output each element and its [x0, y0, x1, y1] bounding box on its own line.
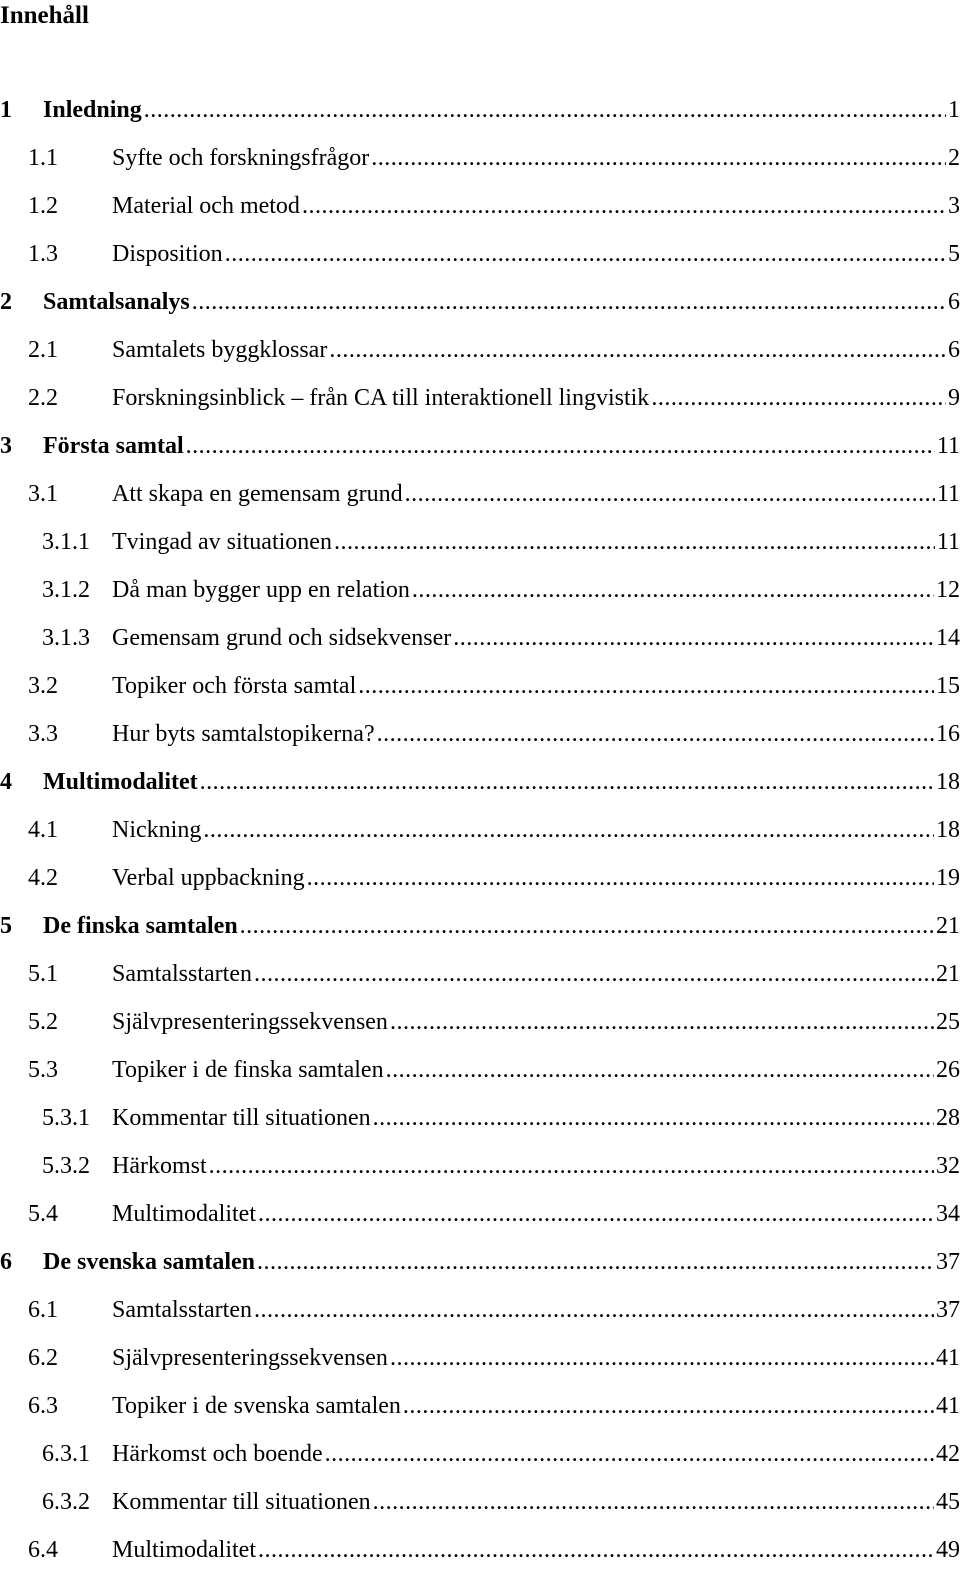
- toc-entry-label: Forskningsinblick – från CA till interaktionell lingvistik: [112, 385, 650, 411]
- toc-entry-label: De svenska samtalen: [43, 1249, 256, 1275]
- toc-entry-line: [43, 278, 960, 326]
- toc-entry-number: 6.4: [28, 1537, 58, 1563]
- toc-entry-page-number: 49: [936, 1537, 960, 1563]
- toc-entry[interactable]: [0, 998, 960, 1046]
- toc-entry[interactable]: [0, 1478, 960, 1526]
- toc-entry-label: Första samtal: [43, 433, 184, 459]
- toc-entry-page-number: 37: [936, 1249, 960, 1275]
- toc-entry-number: 1.2: [28, 193, 58, 219]
- toc-entry-label: Verbal uppbackning: [112, 865, 305, 891]
- toc-entry-line: [112, 998, 960, 1046]
- dot-leader: [405, 470, 935, 518]
- toc-entry-number: 3.1.3: [42, 625, 90, 651]
- toc-entry-page-number: 14: [936, 625, 960, 651]
- toc-entry-page-number: 32: [936, 1153, 960, 1179]
- toc-entry-number: 3.3: [28, 721, 58, 747]
- toc-entry[interactable]: [0, 1142, 960, 1190]
- toc-entry-number: 4: [0, 769, 12, 795]
- toc-entry-label: Multimodalitet: [112, 1537, 256, 1563]
- toc-entry-line: [112, 182, 960, 230]
- toc-entry-label: Samtalsanalys: [43, 289, 190, 315]
- toc-entry-page-number: 6: [948, 289, 960, 315]
- dot-leader: [373, 1478, 934, 1526]
- toc-entry-line: [112, 1190, 960, 1238]
- toc-entry-page-number: 6: [948, 337, 960, 363]
- toc-entry-label: Nickning: [112, 817, 202, 843]
- toc-entry-line: [112, 614, 960, 662]
- dot-leader: [203, 806, 934, 854]
- toc-entry[interactable]: [0, 902, 960, 950]
- toc-entry-line: [112, 230, 960, 278]
- toc-entry-line: [112, 374, 960, 422]
- toc-entry-page-number: 2: [948, 145, 960, 171]
- toc-entry-number: 3: [0, 433, 12, 459]
- toc-entry-label: Självpresenteringssekvensen: [112, 1009, 388, 1035]
- toc-entry-label: Syfte och forskningsfrågor: [112, 145, 370, 171]
- dot-leader: [329, 326, 946, 374]
- toc-entry-page-number: 9: [948, 385, 960, 411]
- toc-entry[interactable]: [0, 854, 960, 902]
- toc-entry-page-number: 12: [936, 577, 960, 603]
- toc-entry-label: Att skapa en gemensam grund: [112, 481, 403, 507]
- toc-entry-line: [112, 1382, 960, 1430]
- toc-entry[interactable]: [0, 470, 960, 518]
- toc-entry-label: Självpresenteringssekvensen: [112, 1345, 388, 1371]
- toc-entry-page-number: 18: [936, 769, 960, 795]
- toc-entry-number: 6.3.1: [42, 1441, 90, 1467]
- toc-entry-number: 3.1: [28, 481, 58, 507]
- dot-leader: [258, 1190, 934, 1238]
- toc-entry-number: 5: [0, 913, 12, 939]
- toc-entry-number: 2: [0, 289, 12, 315]
- toc-entry-line: [112, 1094, 960, 1142]
- toc-entry-line: [112, 710, 960, 758]
- toc-entry[interactable]: [0, 806, 960, 854]
- toc-entry-page-number: 45: [936, 1489, 960, 1515]
- toc-entry-page-number: 3: [948, 193, 960, 219]
- dot-leader: [358, 662, 934, 710]
- toc-entry-line: [43, 902, 960, 950]
- toc-entry[interactable]: [0, 614, 960, 662]
- toc-entry-label: Multimodalitet: [112, 1201, 256, 1227]
- toc-entry[interactable]: [0, 422, 960, 470]
- dot-leader: [651, 374, 946, 422]
- toc-entry-page-number: 34: [936, 1201, 960, 1227]
- toc-entry[interactable]: [0, 710, 960, 758]
- toc-entry[interactable]: [0, 374, 960, 422]
- toc-entry-number: 6.3: [28, 1393, 58, 1419]
- toc-entry-number: 6.3.2: [42, 1489, 90, 1515]
- toc-entry-line: [43, 1238, 960, 1286]
- toc-entry-page-number: 26: [936, 1057, 960, 1083]
- toc-entry-line: [112, 1046, 960, 1094]
- toc-entry-line: [43, 758, 960, 806]
- toc-entry-page-number: 18: [936, 817, 960, 843]
- toc-entry-line: [112, 326, 960, 374]
- dot-leader: [403, 1382, 934, 1430]
- toc-entry-label: Härkomst: [112, 1153, 207, 1179]
- toc-entry-line: [112, 662, 960, 710]
- toc-entry-line: [112, 566, 960, 614]
- toc-entry-label: Inledning: [43, 97, 142, 123]
- toc-entry-page-number: 21: [936, 913, 960, 939]
- toc-entry[interactable]: [0, 1046, 960, 1094]
- toc-entry-number: 5.3.2: [42, 1153, 90, 1179]
- toc-entry-page-number: 15: [936, 673, 960, 699]
- dot-leader: [371, 134, 946, 182]
- dot-leader: [209, 1142, 934, 1190]
- toc-entry-page-number: 1: [948, 97, 960, 123]
- toc-entry[interactable]: [0, 662, 960, 710]
- dot-leader: [225, 230, 946, 278]
- toc-entry-label: Material och metod: [112, 193, 300, 219]
- toc-entry-label: Topiker i de svenska samtalen: [112, 1393, 401, 1419]
- toc-entry-number: 5.2: [28, 1009, 58, 1035]
- toc-entry-line: [112, 1142, 960, 1190]
- toc-entry-number: 6: [0, 1249, 12, 1275]
- toc-entry-number: 5.3: [28, 1057, 58, 1083]
- toc-entry-number: 5.4: [28, 1201, 58, 1227]
- dot-leader: [257, 1238, 934, 1286]
- toc-entry-line: [112, 134, 960, 182]
- toc-title: Innehåll: [0, 2, 89, 29]
- dot-leader: [334, 518, 935, 566]
- toc-entry-line: [112, 470, 960, 518]
- toc-entry-page-number: 11: [936, 481, 960, 507]
- toc-entry-page-number: 42: [936, 1441, 960, 1467]
- toc-entry[interactable]: [0, 1238, 960, 1286]
- toc-entry[interactable]: [0, 1334, 960, 1382]
- toc-entry-line: [112, 854, 960, 902]
- toc-entry-line: [112, 1526, 960, 1574]
- toc-entry-number: 3.2: [28, 673, 58, 699]
- toc-entry-number: 1.1: [28, 145, 58, 171]
- toc-entry-number: 6.2: [28, 1345, 58, 1371]
- dot-leader: [307, 854, 934, 902]
- toc-entry[interactable]: [0, 1382, 960, 1430]
- toc-entry-label: Tvingad av situationen: [112, 529, 332, 555]
- toc-entry-number: 3.1.2: [42, 577, 90, 603]
- toc-entry-number: 2.1: [28, 337, 58, 363]
- toc-entry-line: [112, 1286, 960, 1334]
- toc-entry-label: De finska samtalen: [43, 913, 238, 939]
- toc-entry[interactable]: [0, 182, 960, 230]
- toc-entry-label: Hur byts samtalstopikerna?: [112, 721, 375, 747]
- toc-entry-label: Samtalsstarten: [112, 1297, 252, 1323]
- toc-entry-page-number: 41: [936, 1345, 960, 1371]
- dot-leader: [200, 758, 934, 806]
- toc-entry-line: [43, 86, 960, 134]
- toc-entry-page-number: 19: [936, 865, 960, 891]
- toc-entry-page-number: 37: [936, 1297, 960, 1323]
- toc-entry-line: [43, 422, 960, 470]
- toc-entry[interactable]: [0, 230, 960, 278]
- toc-entry[interactable]: [0, 278, 960, 326]
- toc-entry-page-number: 5: [948, 241, 960, 267]
- toc-entry[interactable]: [0, 1286, 960, 1334]
- dot-leader: [377, 710, 934, 758]
- toc-entry-number: 2.2: [28, 385, 58, 411]
- dot-leader: [186, 422, 935, 470]
- toc-entry-page-number: 21: [936, 961, 960, 987]
- toc-entry-line: [112, 1430, 960, 1478]
- toc-entry[interactable]: [0, 86, 960, 134]
- toc-entry-label: Multimodalitet: [43, 769, 198, 795]
- dot-leader: [453, 614, 934, 662]
- toc-entry-number: 3.1.1: [42, 529, 90, 555]
- toc-entry-label: Härkomst och boende: [112, 1441, 323, 1467]
- toc-entry-number: 5.3.1: [42, 1105, 90, 1131]
- dot-leader: [412, 566, 934, 614]
- toc-entry-line: [112, 806, 960, 854]
- toc-entry[interactable]: [0, 1430, 960, 1478]
- toc-entry-number: 1.3: [28, 241, 58, 267]
- toc-entry-number: 4.1: [28, 817, 58, 843]
- toc-list: [0, 86, 960, 1574]
- toc-entry-label: Disposition: [112, 241, 223, 267]
- dot-leader: [302, 182, 946, 230]
- toc-entry[interactable]: [0, 1190, 960, 1238]
- toc-entry-label: Topiker i de finska samtalen: [112, 1057, 384, 1083]
- dot-leader: [144, 86, 946, 134]
- toc-entry-line: [112, 1334, 960, 1382]
- toc-entry-line: [112, 1478, 960, 1526]
- dot-leader: [258, 1526, 934, 1574]
- dot-leader: [373, 1094, 934, 1142]
- toc-entry[interactable]: [0, 566, 960, 614]
- toc-entry-page-number: 28: [936, 1105, 960, 1131]
- dot-leader: [192, 278, 946, 326]
- toc-entry-page-number: 16: [936, 721, 960, 747]
- toc-entry-label: Kommentar till situationen: [112, 1105, 371, 1131]
- toc-entry-line: [112, 950, 960, 998]
- toc-entry-page-number: 11: [936, 433, 960, 459]
- toc-entry-page-number: 41: [936, 1393, 960, 1419]
- dot-leader: [390, 1334, 934, 1382]
- dot-leader: [254, 950, 934, 998]
- dot-leader: [254, 1286, 934, 1334]
- toc-entry-label: Samtalets byggklossar: [112, 337, 328, 363]
- toc-entry-page-number: 11: [936, 529, 960, 555]
- toc-entry-number: 6.1: [28, 1297, 58, 1323]
- toc-entry-line: [112, 518, 960, 566]
- toc-entry[interactable]: [0, 326, 960, 374]
- toc-entry[interactable]: [0, 1526, 960, 1574]
- dot-leader: [386, 1046, 934, 1094]
- toc-entry-label: Gemensam grund och sidsekvenser: [112, 625, 452, 651]
- dot-leader: [240, 902, 934, 950]
- toc-entry-label: Samtalsstarten: [112, 961, 252, 987]
- toc-entry-number: 4.2: [28, 865, 58, 891]
- toc-entry-label: Då man bygger upp en relation: [112, 577, 410, 603]
- toc-entry-page-number: 25: [936, 1009, 960, 1035]
- dot-leader: [390, 998, 934, 1046]
- toc-entry[interactable]: [0, 758, 960, 806]
- toc-entry[interactable]: [0, 950, 960, 998]
- toc-entry-number: 5.1: [28, 961, 58, 987]
- toc-entry-number: 1: [0, 97, 12, 123]
- dot-leader: [325, 1430, 934, 1478]
- toc-entry-label: Kommentar till situationen: [112, 1489, 371, 1515]
- toc-entry-label: Topiker och första samtal: [112, 673, 357, 699]
- toc-entry[interactable]: [0, 134, 960, 182]
- toc-entry[interactable]: [0, 1094, 960, 1142]
- toc-entry[interactable]: [0, 518, 960, 566]
